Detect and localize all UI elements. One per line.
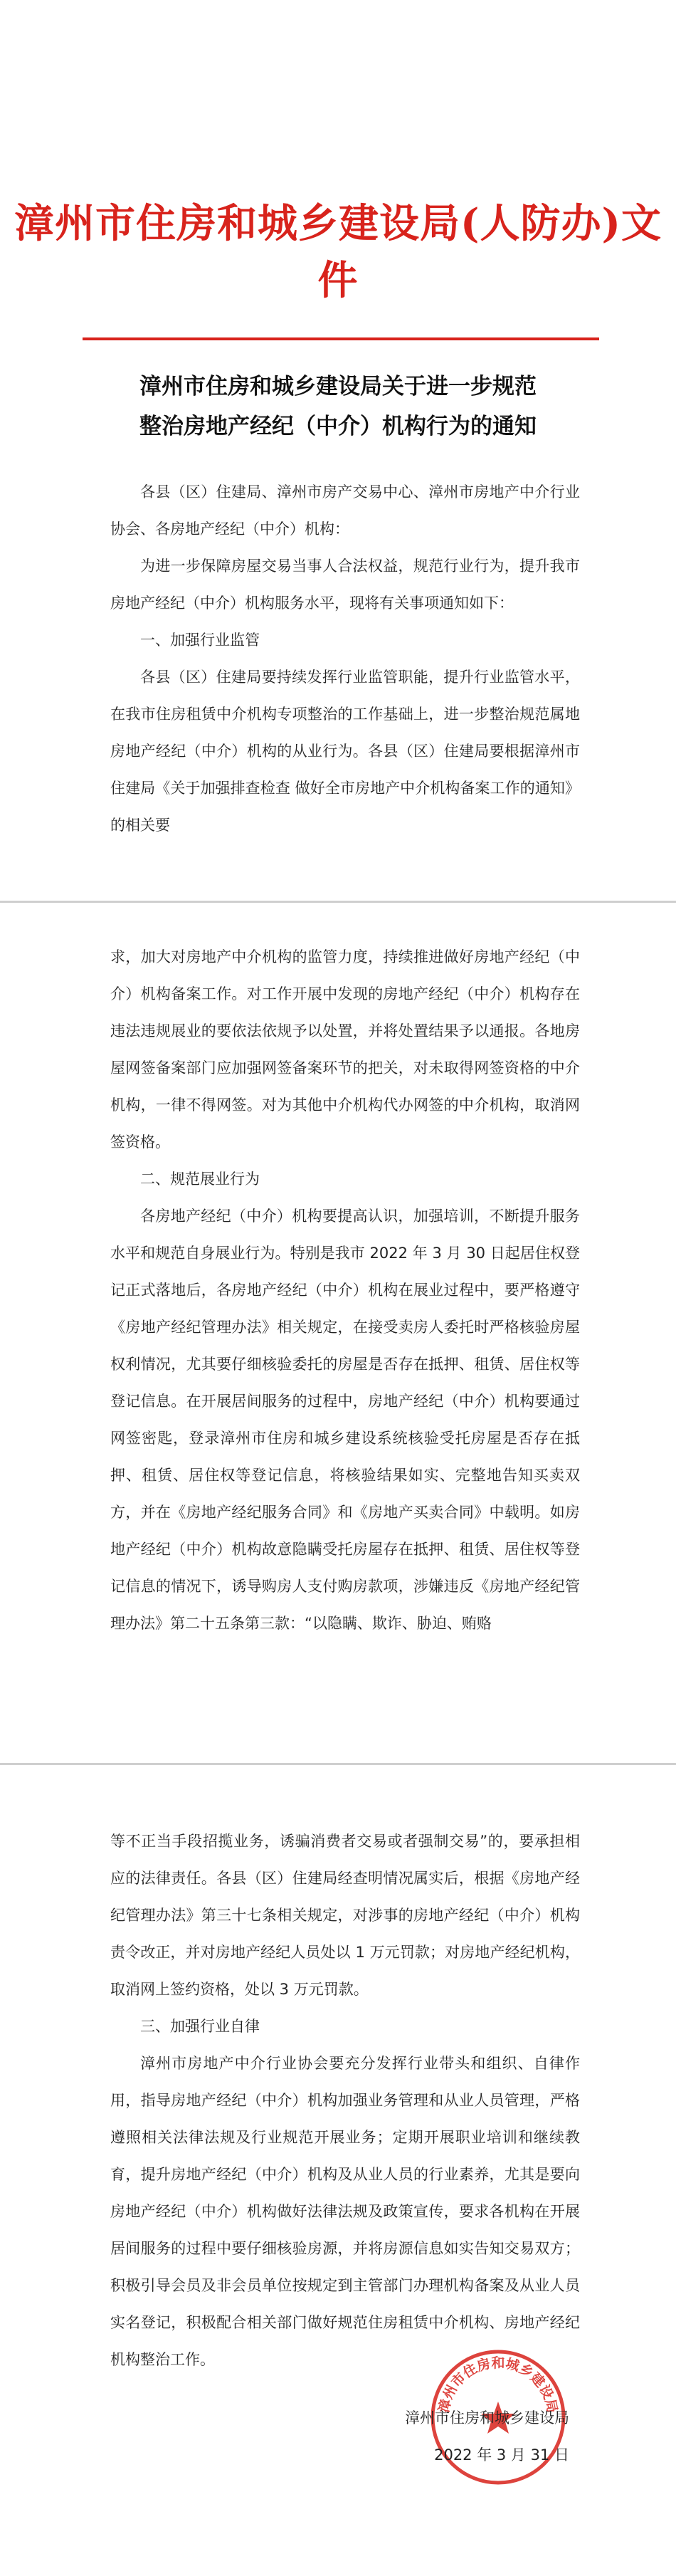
section-1-paragraph-part-1: 各县（区）住建局要持续发挥行业监管职能，提升行业监管水平，在我市住房租赁中介机构专项整治的工作基础上，进一步整治规范属地房地产经纪（中介）机构的从业行为。各县（区）住建局要根据漳州市住建局《关于加强排查检查 做好全市房地产中介机构备案工作的通知》的相关要 <box>110 669 580 834</box>
body-page-1 <box>110 473 580 844</box>
section-3-paragraph: 漳州市房地产中介行业协会要充分发挥行业带头和组织、自律作用，指导房地产经纪（中介）机构加强业务管理和从业人员管理，严格遵照相关法律法规及行业规范开展业务；定期开展职业培训和继续教育，提升房地产经纪（中介）机构及从业人员的行业素养，尤其是要向房地产经纪（中介）机构做好法律法规及政策宣传，要求各机构在开展居间服务的过程中要仔细核验房源，并将房源信息如实告知交易双方；积极引导会员及非会员单位按规定到主管部门办理机构备案及从业人员实名登记，积极配合相关部门做好规范住房租赁中介机构、房地产经纪机构整治工作。 <box>110 2055 580 2368</box>
section-2-heading: 二、规范展业行为 <box>140 1171 260 1188</box>
section-2-paragraph-part-1: 各房地产经纪（中介）机构要提高认识，加强培训，不断提升服务水平和规范自身展业行为。特别是我市 2022 年 3 月 30 日起居住权登记正式落地后，各房地产经纪（中介）机构在展业过程中，要严格遵守《房地产经纪管理办法》相关规定，在接受卖房人委托时严格核验房屋权利情况，尤其要仔细核验委托的房屋是否存在抵押、租赁、居住权等登记信息。在开展居间服务的过程中，房地产经纪（中介）机构要通过网签密匙，登录漳州市住房和城乡建设系统核验受托房屋是否存在抵押、租赁、居住权等登记信息，将核验结果如实、完整地告知买卖双方，并在《房地产经纪服务合同》和《房地产买卖合同》中载明。如房地产经纪（中介）机构故意隐瞒受托房屋存在抵押、租赁、居住权等登记信息的情况下，诱导购房人支付购房款项，涉嫌违反《房地产经纪管理办法》第二十五条第三款：“以隐瞒、欺诈、胁迫、贿赂 <box>110 1208 580 1632</box>
body-page-2 <box>110 938 580 1642</box>
section-2-paragraph-part-2: 等不正当手段招揽业务，诱骗消费者交易或者强制交易”的，要承担相应的法律责任。各县（区）住建局经查明情况属实后，根据《房地产经纪管理办法》第三十七条相关规定，对涉事的房地产经纪（中介）机构责令改正，并对房地产经纪人员处以 1 万元罚款；对房地产经纪机构，取消网上签约资格，处以 3 万元罚款。 <box>110 1833 580 1998</box>
document-page-1 <box>0 0 676 901</box>
signature-org: 漳州市住房和城乡建设局 <box>405 2409 569 2426</box>
section-1-heading: 一、加强行业监管 <box>140 632 260 649</box>
signature-date: 2022 年 3 月 31 日 <box>434 2446 569 2464</box>
section-1-paragraph-part-2: 求，加大对房地产中介机构的监管力度，持续推进做好房地产经纪（中介）机构备案工作。对工作开展中发现的房地产经纪（中介）机构存在违法违规展业的要依法依规予以处置，并将处置结果予以通报。各地房屋网签备案部门应加强网签备案环节的把关，对未取得网签资格的中介机构，一律不得网签。对为其他中介机构代办网签的中介机构，取消网签资格。 <box>110 948 580 1151</box>
section-3-heading: 三、加强行业自律 <box>140 2018 260 2035</box>
masthead: 漳州市住房和城乡建设局(人防办)文件 <box>14 200 662 304</box>
body-page-3 <box>110 1823 580 2378</box>
intro-paragraph: 为进一步保障房屋交易当事人合法权益，规范行业行为，提升我市房地产经纪（中介）机构服务水平，现将有关事项通知如下： <box>110 557 580 612</box>
addressee: 各县（区）住建局、漳州市房产交易中心、漳州市房地产中介行业协会、各房地产经纪（中介）机构： <box>110 483 580 538</box>
red-header-rule <box>83 337 599 340</box>
title-line-1: 漳州市住房和城乡建设局关于进一步规范 <box>139 374 537 399</box>
seal-text: 漳州市住房和城乡建设局 <box>435 2355 561 2414</box>
document-title <box>85 367 591 446</box>
signature-block <box>405 2399 569 2473</box>
title-line-2: 整治房地产经纪（中介）机构行为的通知 <box>139 414 537 439</box>
